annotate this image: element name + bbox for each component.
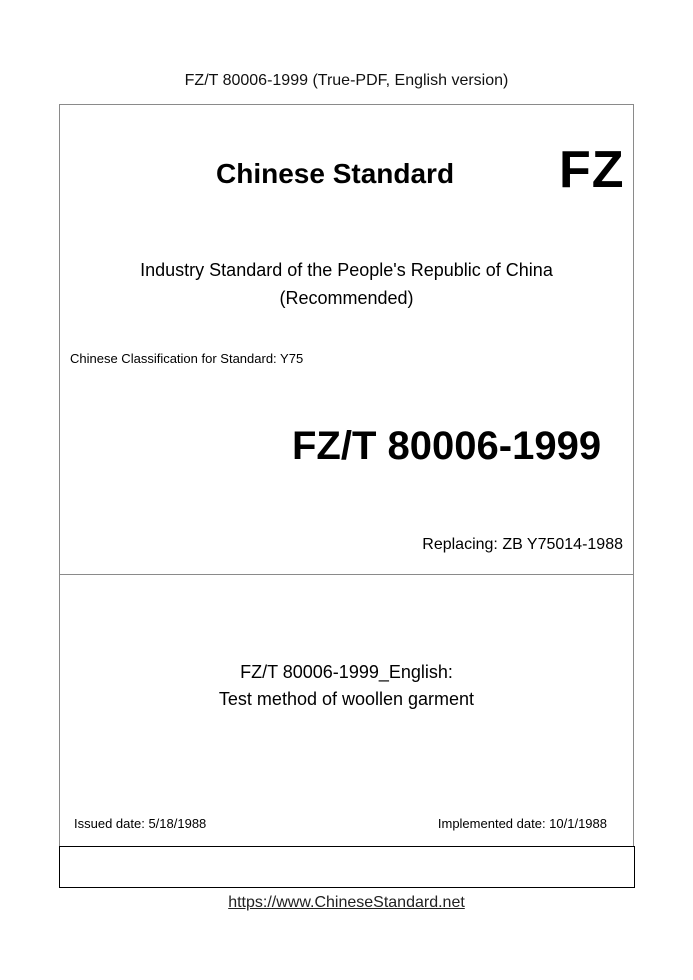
recommended-label: (Recommended)	[279, 288, 414, 308]
implemented-date: Implemented date: 10/1/1988	[437, 816, 607, 831]
footer-box	[59, 846, 635, 888]
document-title-line1: FZ/T 80006-1999_English:	[240, 662, 453, 682]
issued-date: Issued date: 5/18/1988	[74, 816, 207, 831]
page-header: FZ/T 80006-1999 (True-PDF, English version)	[184, 72, 509, 89]
website-link-container	[0, 894, 693, 912]
standard-type-title: Chinese Standard	[216, 158, 455, 189]
document-title-line2: Test method of woollen garment	[218, 689, 475, 709]
replacing-text: Replacing: ZB Y75014-1988	[422, 536, 623, 553]
classification-text: Chinese Classification for Standard: Y75	[70, 351, 304, 366]
cover-frame-bottom	[59, 574, 634, 847]
website-link[interactable]: https://www.ChineseStandard.net	[228, 894, 465, 911]
standard-number: FZ/T 80006-1999	[292, 424, 602, 468]
industry-standard-line: Industry Standard of the People's Republic of China	[140, 260, 553, 280]
fz-logo: FZ	[559, 141, 625, 199]
